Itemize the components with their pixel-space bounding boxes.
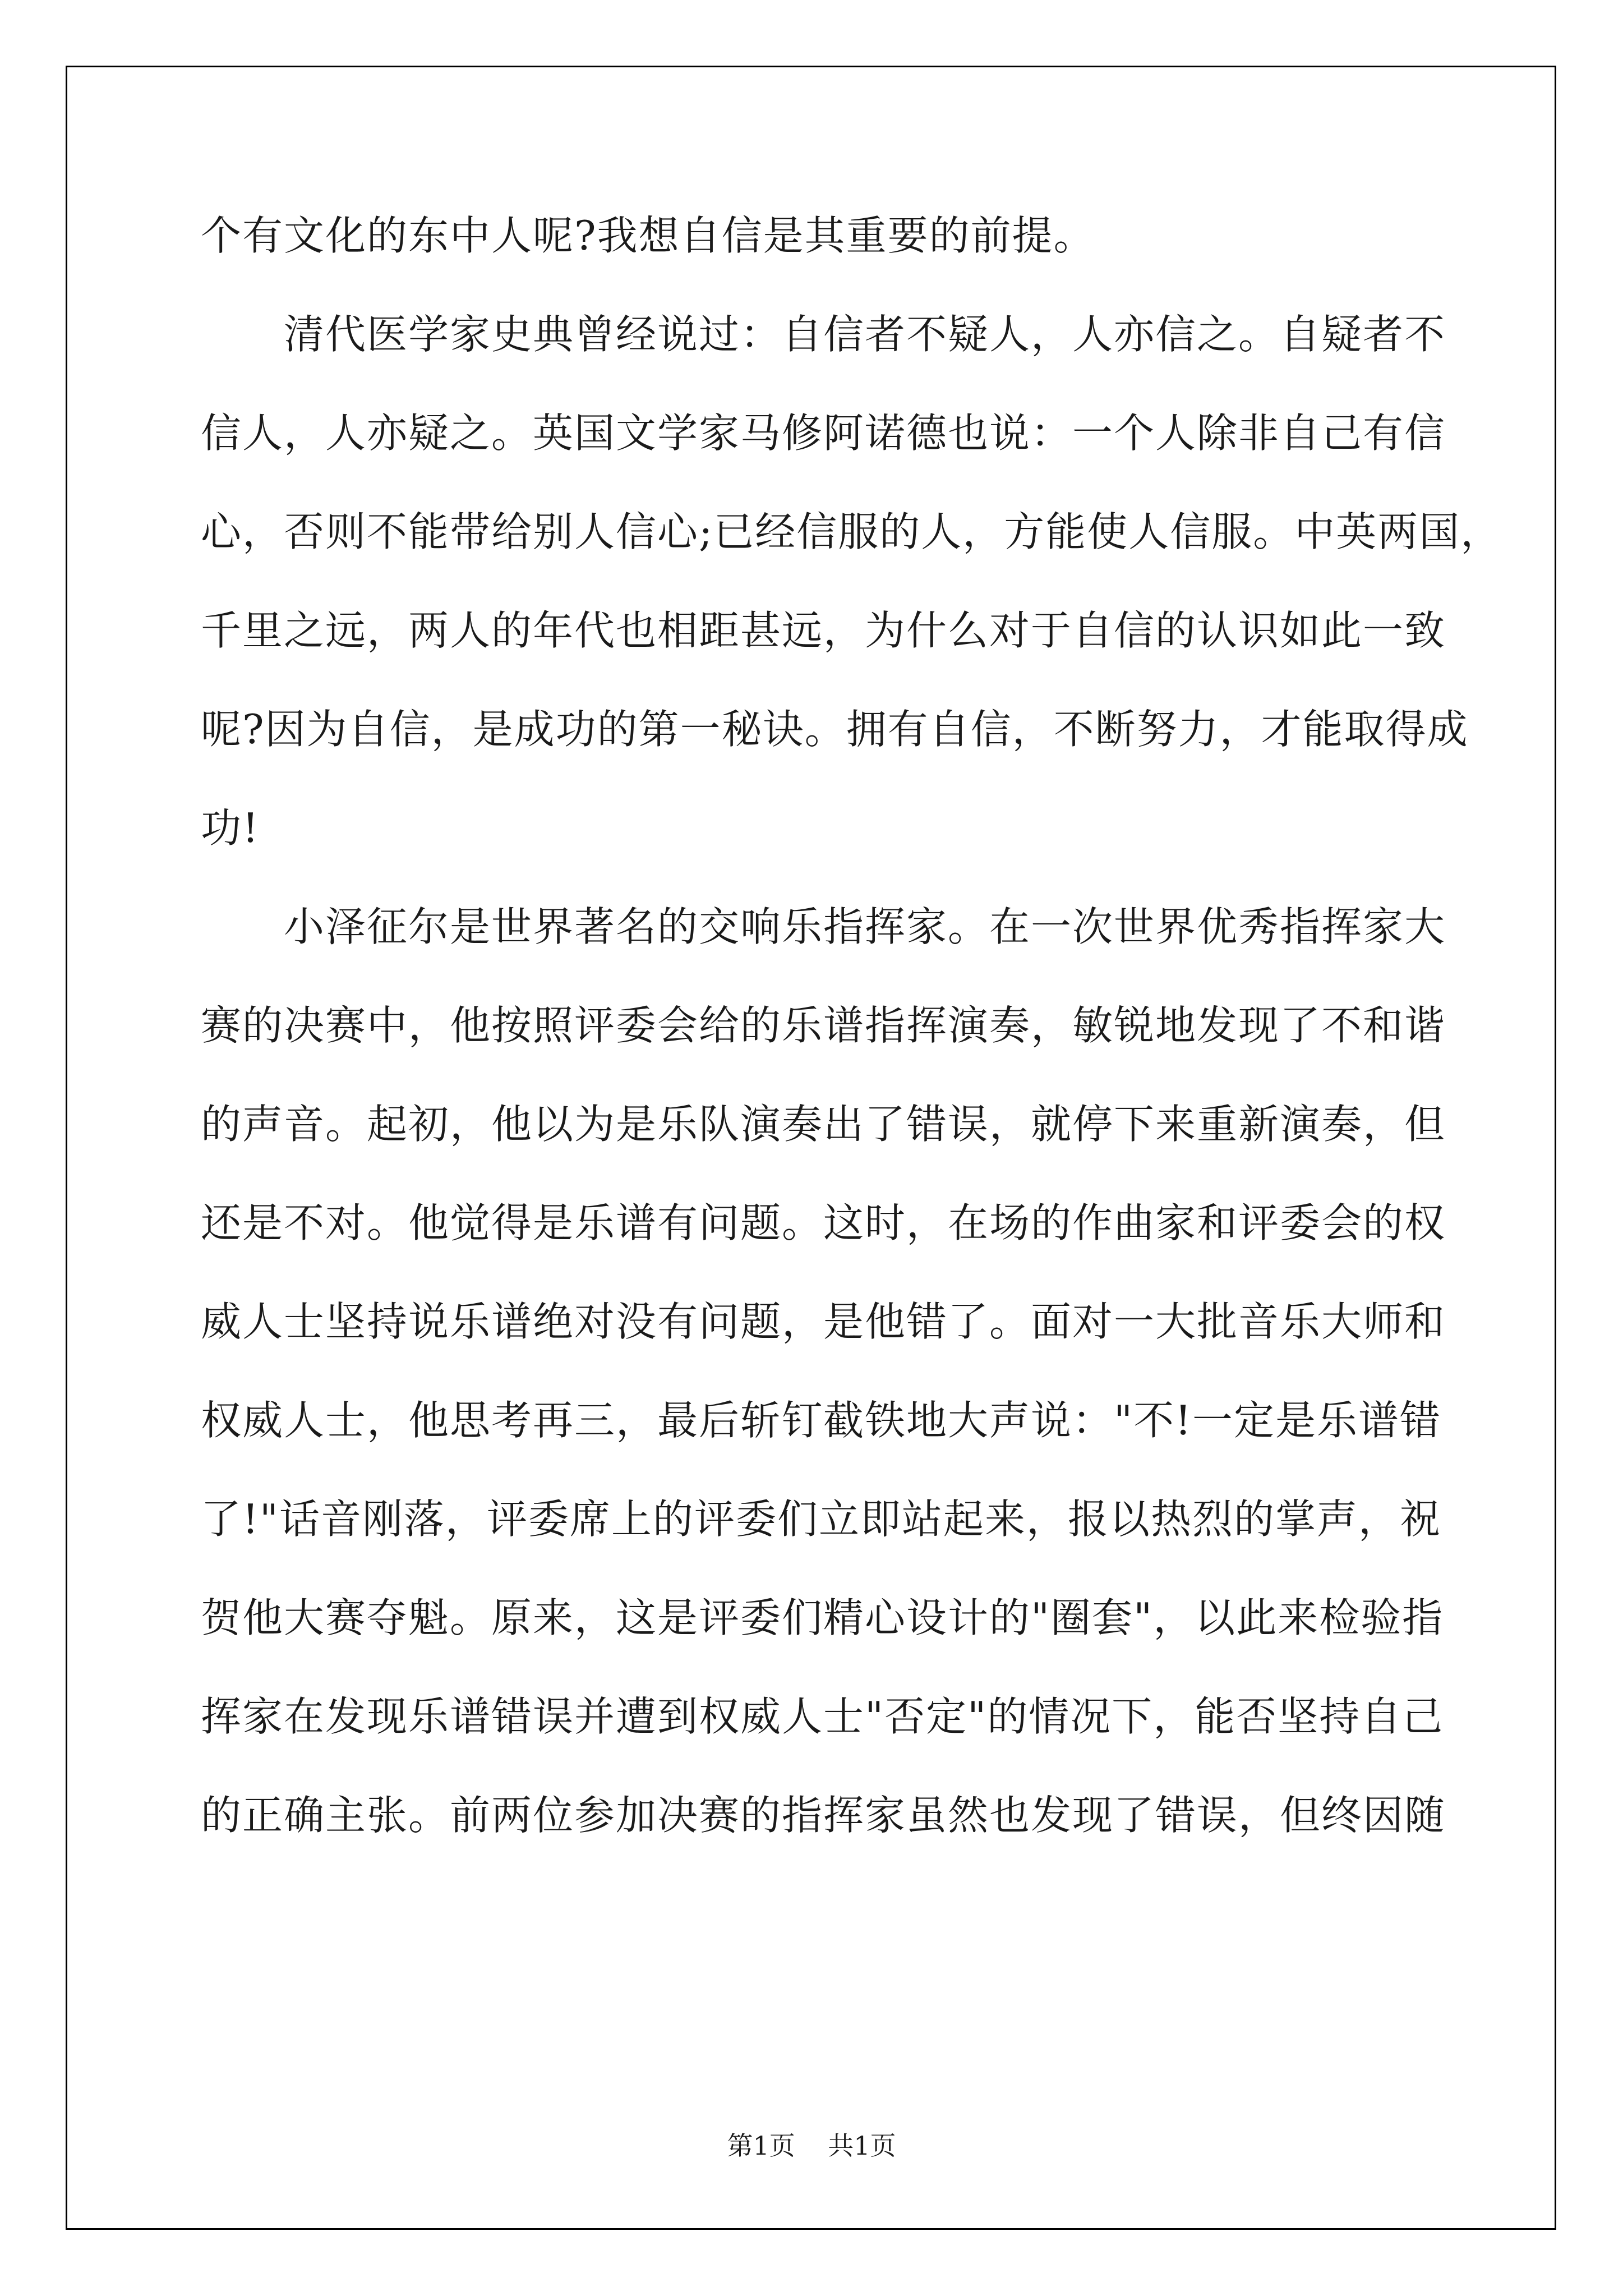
text-line: 权威人士，他思考再三，最后斩钉截铁地大声说："不!一定是乐谱错 xyxy=(201,1397,1442,1444)
text-line: 心，否则不能带给别人信心;已经信服的人，方能使人信服。中英两国， xyxy=(201,508,1502,555)
text-line: 小泽征尔是世界著名的交响乐指挥家。在一次世界优秀指挥家大 xyxy=(284,903,1446,950)
text-line: 清代医学家史典曾经说过：自信者不疑人，人亦信之。自疑者不 xyxy=(284,311,1446,358)
document-body xyxy=(201,212,1502,1894)
text-line: 呢?因为自信，是成功的第一秘诀。拥有自信，不断努力，才能取得成 xyxy=(201,706,1469,753)
text-line: 还是不对。他觉得是乐谱有问题。这时，在场的作曲家和评委会的权 xyxy=(201,1199,1446,1246)
page-number: 第1页 xyxy=(727,2131,795,2161)
text-line: 赛的决赛中，他按照评委会给的乐谱指挥演奏，敏锐地发现了不和谐 xyxy=(201,1002,1446,1049)
text-line: 挥家在发现乐谱错误并遭到权威人士"否定"的情况下，能否坚持自己 xyxy=(201,1693,1444,1740)
text-line: 千里之远，两人的年代也相距甚远，为什么对于自信的认识如此一致 xyxy=(201,607,1446,654)
text-line: 个有文化的东中人呢?我想自信是其重要的前提。 xyxy=(201,212,1095,259)
text-line: 的正确主张。前两位参加决赛的指挥家虽然也发现了错误，但终因随 xyxy=(201,1792,1446,1839)
page-footer xyxy=(0,2132,1623,2160)
text-line: 的声音。起初，他以为是乐队演奏出了错误，就停下来重新演奏，但 xyxy=(201,1101,1446,1148)
text-line: 威人士坚持说乐谱绝对没有问题，是他错了。面对一大批音乐大师和 xyxy=(201,1298,1446,1345)
text-line: 功! xyxy=(201,804,260,852)
page-total: 共1页 xyxy=(828,2131,896,2161)
text-line: 贺他大赛夺魁。原来，这是评委们精心设计的"圈套"，以此来检验指 xyxy=(201,1594,1444,1641)
text-line: 了!"话音刚落，评委席上的评委们立即站起来，报以热烈的掌声，祝 xyxy=(201,1496,1442,1543)
text-line: 信人，人亦疑之。英国文学家马修阿诺德也说：一个人除非自己有信 xyxy=(201,409,1446,457)
